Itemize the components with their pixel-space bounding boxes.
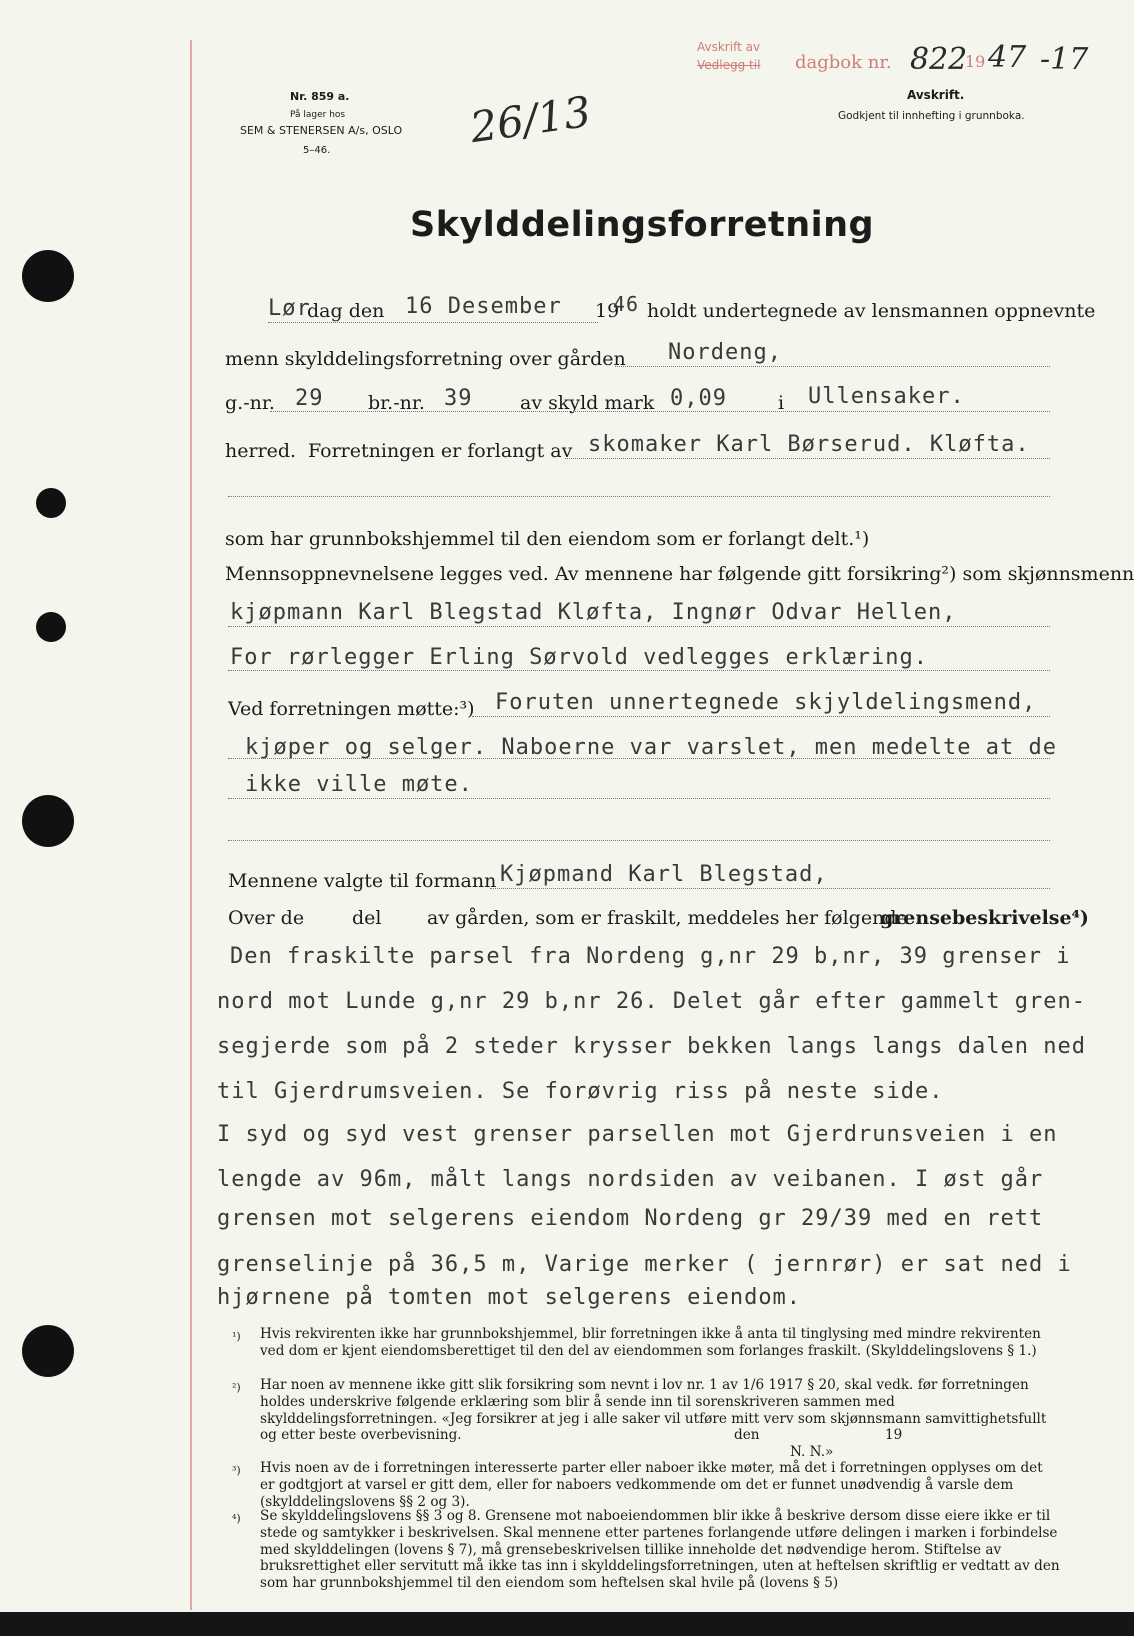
punch-hole — [36, 488, 66, 518]
form-number: Nr. 859 a. — [290, 90, 350, 103]
boundary-line: grensen mot selgerens eiendom Nordeng gr 29/39 med en rett — [217, 1206, 1044, 1231]
skyld-label: av skyld mark — [520, 392, 655, 414]
dag-den-label: dag den — [307, 300, 385, 322]
boundary-line: hjørnene på tomten mot selgerens eiendom. — [217, 1285, 802, 1310]
punch-hole — [22, 1325, 74, 1377]
boundary-line: grenselinje på 36,5 m, Varige merker ( jernrør) er sat ned i — [217, 1252, 1072, 1277]
dotted-line — [565, 458, 1050, 459]
footnote-text: Hvis rekvirenten ikke har grunnbokshjemmel, blir forretningen ikke å anta til tinglysing med mindre rekvirenten ved dom er kjent eiendomsberettiget til den del av eiendommen som forlanges fraskilt. (Skylddelingslovens § 1.) — [260, 1326, 1041, 1359]
grense-intro: av gården, som er fraskilt, meddeles her følgende — [427, 907, 908, 929]
footnote-text: Hvis noen av de i forretningen interesserte parter eller naboer ikke møter, må det i forretningen opplyses om det er godtgjort at varsel er gitt dem, eller for naboers vedkommende om det er funnet unødvendig å varsle dem (skylddelingslovens §§ 2 og 3). — [260, 1460, 1043, 1510]
stamp-vedlegg-til: Vedlegg til — [697, 58, 761, 72]
avskrift-label: Avskrift. — [907, 88, 965, 102]
dotted-line — [228, 670, 1050, 671]
approval-text: Godkjent til innhefting i grunnboka. — [838, 110, 1025, 122]
skyld-value: 0,09 — [670, 386, 727, 411]
handwritten-suffix: -17 — [1040, 42, 1089, 77]
i-label: i — [778, 392, 785, 414]
footnote-den-label: den — [734, 1427, 760, 1443]
dotted-line — [228, 840, 1050, 841]
del-label: del — [352, 907, 382, 929]
attended-line-3: ikke ville møte. — [245, 772, 473, 797]
men-line-1: kjøpmann Karl Blegstad Kløfta, Ingnør Odvar Hellen, — [230, 600, 957, 625]
dotted-line — [270, 411, 1050, 412]
stamp-avskrift-av: Avskrift av — [697, 40, 761, 54]
footnote-number: ²) — [232, 1381, 241, 1394]
footnote-number: ³) — [232, 1464, 241, 1477]
requested-label: Forretningen er forlangt av — [308, 440, 573, 462]
document-title: Skylddelingsforretning — [410, 205, 875, 245]
gnr-label: g.-nr. — [225, 392, 275, 414]
date-value: 16 Desember — [405, 294, 562, 319]
day-prefix: Lør — [268, 296, 311, 321]
boundary-line: Den fraskilte parsel fra Nordeng g,nr 29 b,nr, 39 grenser i — [230, 944, 1071, 969]
publisher: SEM & STENERSEN A/s, OSLO — [240, 124, 403, 137]
dotted-line — [228, 798, 1050, 799]
attended-label: Ved forretningen møtte:³) — [228, 698, 475, 720]
boundary-line: I syd og syd vest grenser parsellen mot Gjerdrunsveien i en — [217, 1122, 1058, 1147]
footnote-text: Se skylddelingslovens §§ 3 og 8. Grensene mot naboeiendommen blir ikke å beskrive dersom disse eiere ikke er til stede og samtykker i beskrivelsen. Skal mennene etter partenes forlangende utføre delingen i marken i forbindelse med skylddelingen (lovens § 7), må grensebeskrivelsen tillike inneholde det nødvendige herom. Stiftelse av bruksrettighet eller servitutt må ikke tas inn i skylddelingsforretningen, uten at heftelsen skriftlig er vedtatt av den som har grunnbokshjemmel til den eiendom som heftelsen skal hvile på (lovens § 5) — [260, 1508, 1060, 1592]
grense-label: grensebeskrivelse⁴) — [880, 907, 1089, 929]
dotted-line — [268, 322, 598, 323]
chairman-label: Mennene valgte til formann — [228, 870, 497, 892]
footnote-number: ¹) — [232, 1330, 241, 1343]
year-prefix: 19 — [595, 300, 620, 322]
municipality: Ullensaker. — [808, 384, 965, 409]
dotted-line — [490, 888, 1050, 889]
gnr-value: 29 — [295, 386, 324, 411]
dotted-line — [228, 496, 1050, 497]
boundary-line: til Gjerdrumsveien. Se forøvrig riss på neste side. — [217, 1079, 944, 1104]
margin-rule — [190, 40, 192, 1610]
punch-hole — [22, 795, 74, 847]
dagbok-label: dagbok nr. — [795, 52, 892, 73]
scan-border — [0, 1612, 1134, 1636]
handwritten-reference: 26/13 — [467, 86, 594, 153]
attended-line-1: Foruten unnertegnede skjyldelingsmend, — [495, 690, 1037, 715]
bnr-label: br.-nr. — [368, 392, 425, 414]
herred-label: herred. — [225, 440, 297, 462]
punch-hole — [22, 250, 74, 302]
footnote-signature: N. N.» — [790, 1444, 834, 1460]
boundary-line: nord mot Lunde g,nr 29 b,nr 26. Delet går efter gammelt gren- — [217, 989, 1086, 1014]
dagbok-number: 822 — [910, 42, 968, 77]
footnote-text: Har noen av mennene ikke gitt slik forsikring som nevnt i lov nr. 1 av 1/6 1917 § 20, skal vedk. før forretningen holdes underskrive følgende erklæring som blir å sende inn til sorenskriveren sammen med skylddelingsforretningen. «Jeg forsikrer at jeg i alle saker vil utføre mitt verv som skjønnsmann samvittighetsfullt og etter beste overbevisning. — [260, 1377, 1047, 1444]
chairman-value: Kjøpmand Karl Blegstad, — [500, 862, 828, 887]
menn-label: menn skylddelingsforretning over gården — [225, 348, 626, 370]
punch-hole — [36, 612, 66, 642]
footnote-number: ⁴) — [232, 1512, 241, 1525]
men-line-2: For rørlegger Erling Sørvold vedlegges erklæring. — [230, 645, 929, 670]
grunnbok-text: som har grunnbokshjemmel til den eiendom som er forlangt delt.¹) — [225, 528, 870, 550]
edition: 5–46. — [303, 145, 331, 156]
requested-by: skomaker Karl Børserud. Kløfta. — [588, 432, 1030, 457]
stock-line: På lager hos — [290, 110, 346, 120]
dagbok-year: 47 — [988, 40, 1027, 75]
dotted-line — [472, 716, 1050, 717]
farm-name: Nordeng, — [668, 340, 782, 365]
mennsopp-text: Mennsoppnevnelsene legges ved. Av mennene har følgende gitt forsikring²) som skjønnsmenn — [225, 563, 1134, 585]
footnote-year-label: 19 — [885, 1427, 903, 1443]
dotted-line — [228, 758, 1050, 759]
attended-line-2: kjøper og selger. Naboerne var varslet, men medelte at de — [245, 735, 1057, 760]
dagbok-year-prefix: 19 — [965, 52, 986, 71]
over-de-label: Over de — [228, 907, 305, 929]
year-value: 46 — [613, 292, 640, 316]
bnr-value: 39 — [444, 386, 473, 411]
intro-rest: holdt undertegnede av lensmannen oppnevnte — [647, 300, 1096, 322]
boundary-line: segjerde som på 2 steder krysser bekken langs langs dalen ned — [217, 1034, 1086, 1059]
dotted-line — [228, 626, 1050, 627]
boundary-line: lengde av 96m, målt langs nordsiden av veibanen. I øst går — [217, 1167, 1044, 1192]
dotted-line — [615, 366, 1050, 367]
